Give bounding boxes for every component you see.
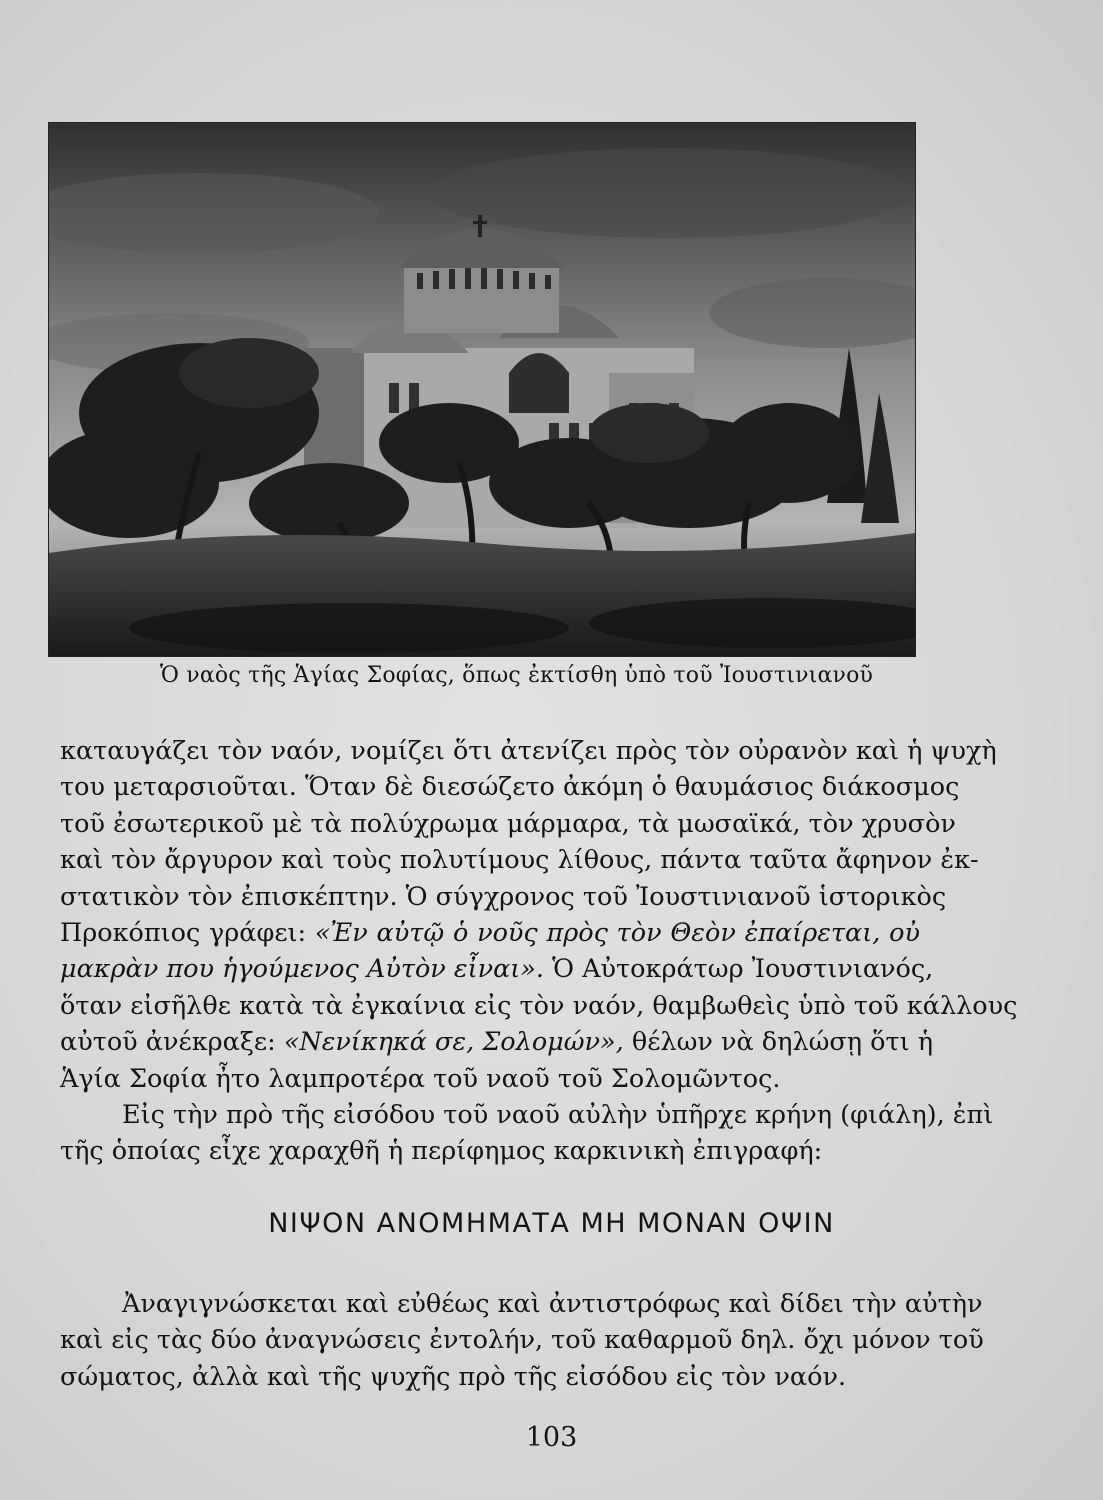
text-line: σώματος, ἀλλὰ καὶ τῆς ψυχῆς πρὸ τῆς εἰσόδου εἰς τὸν ναόν.: [60, 1361, 847, 1392]
hagia-sophia-photo: [48, 122, 916, 657]
text-line: του μεταρσιοῦται. Ὅταν δὲ διεσώζετο ἀκόμη ὁ θαυμάσιος διάκοσμος: [60, 772, 960, 803]
procopius-quote: «Ἐν αὐτῷ ὁ νοῦς πρὸς τὸν Θεὸν ἐπαίρεται, οὐ: [314, 918, 920, 949]
text-line: Εἰς τὴν πρὸ τῆς εἰσόδου τοῦ ναοῦ αὐλὴν ὑπῆρχε κρήνη (φιάλη), ἐπὶ: [122, 1100, 994, 1130]
text-line: τῆς ὁποίας εἶχε χαραχθῆ ἡ περίφημος καρκινικὴ ἐπιγραφή:: [60, 1136, 823, 1167]
text-line: τοῦ ἐσωτερικοῦ μὲ τὰ πολύχρωμα μάρμαρα, τὰ μωσαϊκά, τὸν χρυσὸν: [60, 808, 956, 839]
paragraph-1: [60, 733, 1018, 1097]
figure-caption: Ὁ ναὸς τῆς Ἁγίας Σοφίας, ὅπως ἐκτίσθη ὑπὸ τοῦ Ἰουστινιανοῦ: [160, 663, 874, 688]
palindrome-inscription: ΝΙΨΟΝ ΑΝΟΜΗΜΑΤΑ ΜΗ ΜΟΝΑΝ ΟΨΙΝ: [268, 1208, 835, 1239]
paragraph-2: [60, 1097, 994, 1170]
text-line: καὶ εἰς τὰς δύο ἀναγνώσεις ἐντολήν, τοῦ καθαρμοῦ δηλ. ὄχι μόνον τοῦ: [60, 1325, 984, 1356]
text-segment: Ὁ Αὐτοκράτωρ Ἰουστινιανός,: [544, 954, 934, 985]
text-segment: θέλων νὰ δηλώσῃ ὅτι ἡ: [623, 1027, 934, 1058]
text-line: καταυγάζει τὸν ναόν, νομίζει ὅτι ἀτενίζει πρὸς τὸν οὐρανὸν καὶ ἡ ψυχὴ: [60, 736, 997, 766]
text-segment: αὐτοῦ ἀνέκραξε:: [60, 1027, 284, 1058]
text-line: στατικὸν τὸν ἐπισκέπτην. Ὁ σύγχρονος τοῦ Ἰουστινιανοῦ ἱστορικὸς: [60, 881, 947, 912]
text-line: Ἁγία Σοφία ἦτο λαμπροτέρα τοῦ ναοῦ τοῦ Σολομῶντος.: [60, 1063, 781, 1094]
justinian-quote: «Νενίκηκά σε, Σολομών»,: [283, 1027, 624, 1058]
procopius-quote-end: μακρὰν που ἡγούμενος Αὐτὸν εἶναι».: [60, 954, 545, 985]
page-number: 103: [525, 1422, 578, 1453]
text-line: [60, 951, 934, 987]
text-line: [60, 915, 920, 951]
text-line: καὶ τὸν ἄργυρον καὶ τοὺς πολυτίμους λίθους, πάντα ταῦτα ἄφηνον ἐκ-: [60, 845, 979, 876]
text-segment: Προκόπιος γράφει:: [60, 918, 315, 949]
text-line: [60, 1024, 934, 1060]
text-line: Ἀναγιγνώσκεται καὶ εὐθέως καὶ ἀντιστρόφως καὶ δίδει τὴν αὐτὴν: [122, 1289, 983, 1319]
paragraph-3: [60, 1286, 984, 1395]
text-line: ὅταν εἰσῆλθε κατὰ τὰ ἐγκαίνια εἰς τὸν ναόν, θαμβωθεὶς ὑπὸ τοῦ κάλλους: [60, 990, 1018, 1021]
